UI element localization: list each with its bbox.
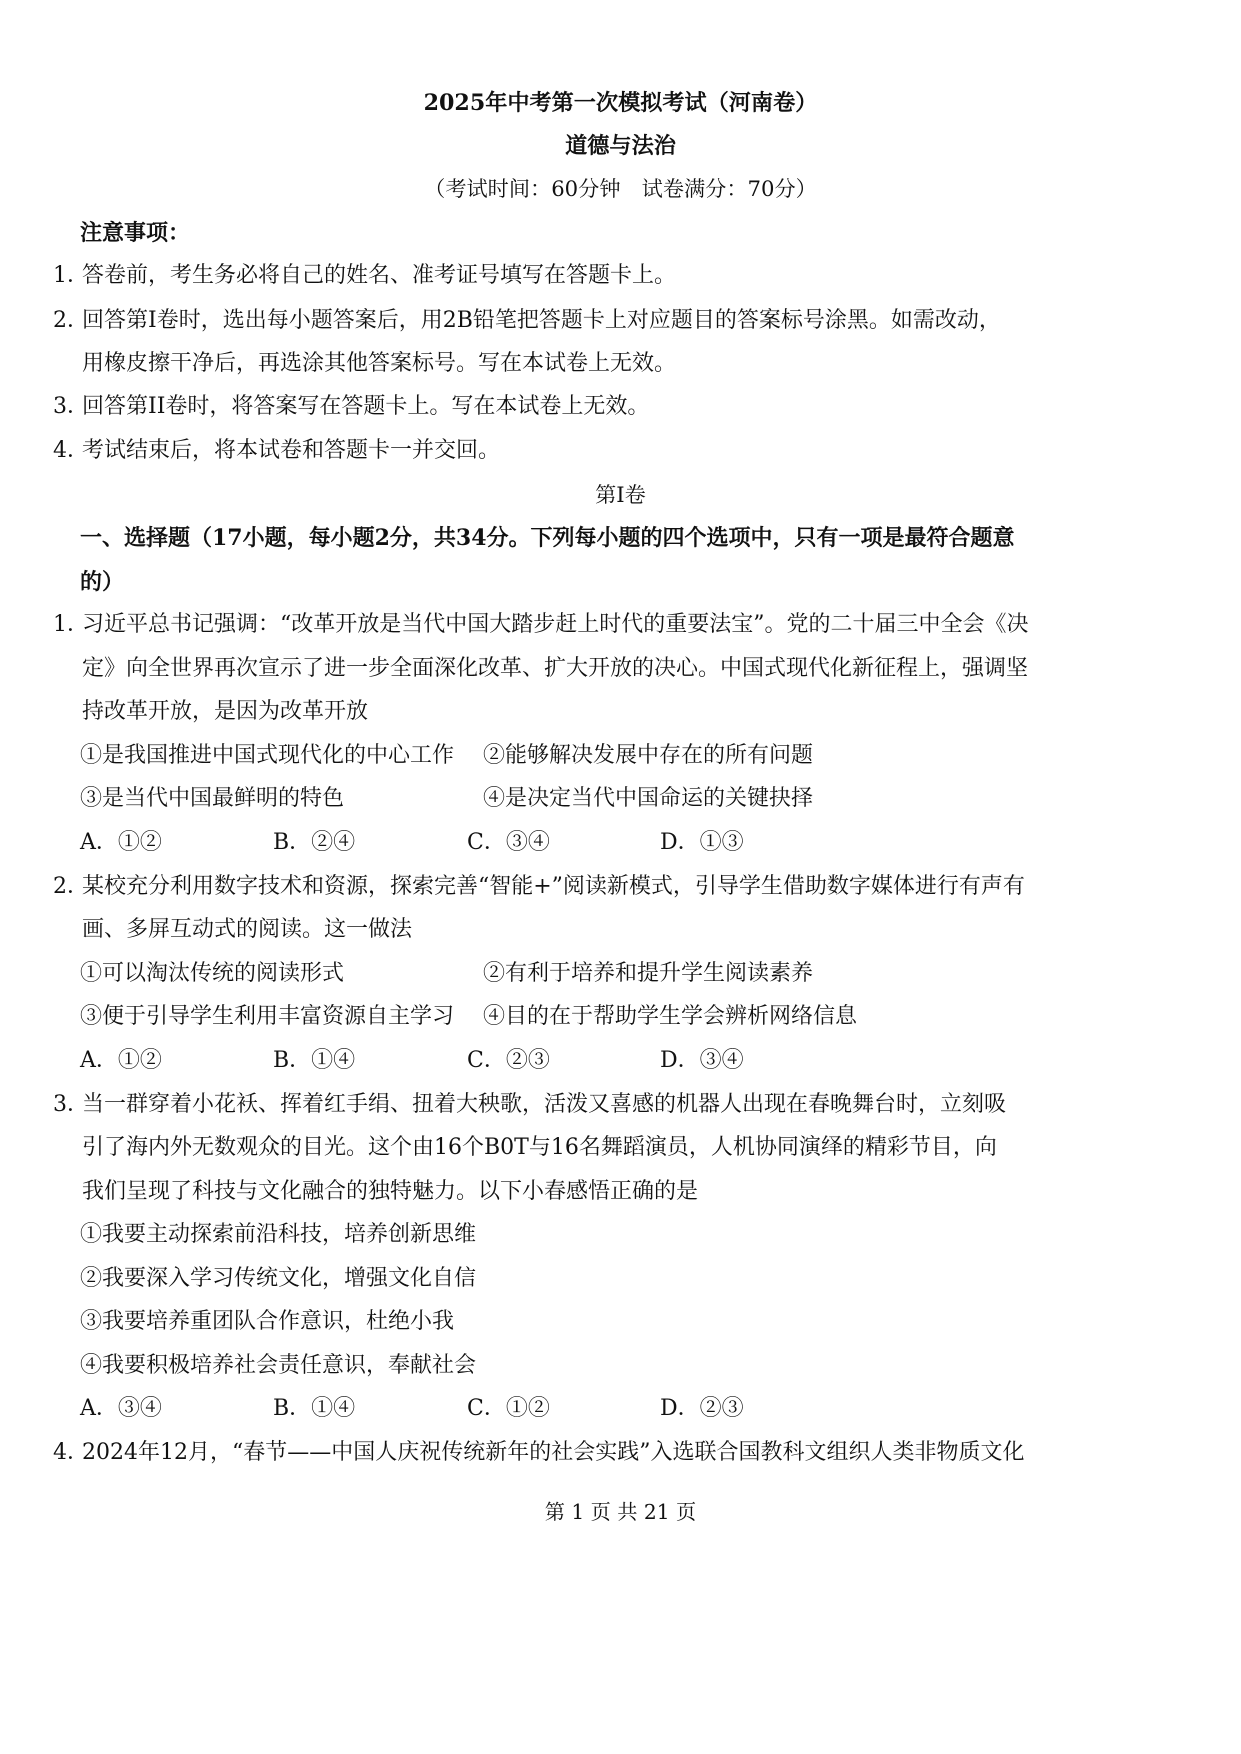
choice-b[interactable]: B．①④	[273, 1048, 356, 1073]
choice-d[interactable]: D．①③	[660, 830, 744, 855]
section-heading: 的）	[80, 569, 125, 595]
note-number: 1．	[53, 263, 89, 288]
exam-title: 2025年中考第一次模拟考试（河南卷）	[423, 90, 818, 116]
exam-info: （考试时间：60分钟 试卷满分：70分）	[424, 176, 817, 201]
question-number: 3．	[53, 1092, 89, 1117]
note-text: 回答第I卷时，选出每小题答案后，用2B铅笔把答题卡上对应题目的答案标号涂黑。如需改动，	[82, 308, 1001, 333]
statement: ①我要主动探索前沿科技，培养创新思维	[80, 1222, 477, 1247]
choice-c[interactable]: C．③④	[467, 830, 550, 855]
statement: ④是决定当代中国命运的关键抉择	[483, 786, 814, 811]
statement: ④目的在于帮助学生学会辨析网络信息	[483, 1004, 858, 1029]
statement: ②有利于培养和提升学生阅读素养	[483, 961, 814, 986]
choice-c[interactable]: C．①②	[467, 1396, 550, 1421]
question-stem: 引了海内外无数观众的目光。这个由16个B0T与16名舞蹈演员，人机协同演绎的精彩节目，向	[82, 1135, 997, 1160]
note-number: 3．	[53, 394, 89, 419]
question-stem: 某校充分利用数字技术和资源，探索完善“智能+”阅读新模式，引导学生借助数字媒体进行有声有	[82, 874, 1025, 899]
question-stem: 我们呈现了科技与文化融合的独特魅力。以下小春感悟正确的是	[82, 1179, 699, 1204]
question-stem: 定》向全世界再次宣示了进一步全面深化改革、扩大开放的决心。中国式现代化新征程上，强调坚	[82, 656, 1029, 681]
choice-d[interactable]: D．③④	[660, 1048, 744, 1073]
choice-d[interactable]: D．②③	[660, 1396, 744, 1421]
choice-a[interactable]: A．①②	[80, 1048, 162, 1073]
question-number: 2．	[53, 874, 89, 899]
note-text: 用橡皮擦干净后，再选涂其他答案标号。写在本试卷上无效。	[82, 351, 677, 376]
statement: ①可以淘汰传统的阅读形式	[80, 961, 345, 986]
page-footer: 第 1 页 共 21 页	[544, 1500, 697, 1524]
choice-a[interactable]: A．③④	[80, 1396, 162, 1421]
question-stem: 习近平总书记强调：“改革开放是当代中国大踏步赶上时代的重要法宝”。党的二十届三中全会《决	[82, 612, 1029, 637]
statement: ③便于引导学生利用丰富资源自主学习	[80, 1004, 455, 1029]
choice-c[interactable]: C．②③	[467, 1048, 550, 1073]
statement: ④我要积极培养社会责任意识，奉献社会	[80, 1353, 477, 1378]
statement: ③我要培养重团队合作意识，杜绝小我	[80, 1309, 455, 1334]
statement: ③是当代中国最鲜明的特色	[80, 786, 345, 811]
statement: ②能够解决发展中存在的所有问题	[483, 743, 814, 768]
note-text: 回答第II卷时，将答案写在答题卡上。写在本试卷上无效。	[82, 394, 650, 419]
question-number: 4．	[53, 1440, 89, 1465]
note-number: 4．	[53, 438, 89, 463]
question-stem: 画、多屏互动式的阅读。这一做法	[82, 917, 413, 942]
note-text: 考试结束后，将本试卷和答题卡一并交回。	[82, 438, 501, 463]
question-stem: 持改革开放，是因为改革开放	[82, 699, 369, 724]
choice-b[interactable]: B．②④	[273, 830, 356, 855]
statement: ①是我国推进中国式现代化的中心工作	[80, 743, 455, 768]
choice-a[interactable]: A．①②	[80, 830, 162, 855]
note-text: 答卷前，考生务必将自己的姓名、准考证号填写在答题卡上。	[82, 263, 677, 288]
choice-b[interactable]: B．①④	[273, 1396, 356, 1421]
note-number: 2．	[53, 308, 89, 333]
question-stem: 当一群穿着小花袄、挥着红手绢、扭着大秧歌，活泼又喜感的机器人出现在春晚舞台时，立刻吸	[82, 1092, 1007, 1117]
section-heading: 一、选择题（17小题，每小题2分，共34分。下列每小题的四个选项中，只有一项是最符合题意	[80, 525, 1015, 551]
subject-title: 道德与法治	[565, 133, 676, 159]
notes-heading: 注意事项：	[80, 220, 191, 246]
question-number: 1．	[53, 612, 89, 637]
question-stem: 2024年12月，“春节——中国人庆祝传统新年的社会实践”入选联合国教科文组织人类非物质文化	[82, 1440, 1025, 1465]
volume-title: 第I卷	[595, 482, 646, 507]
statement: ②我要深入学习传统文化，增强文化自信	[80, 1266, 477, 1291]
